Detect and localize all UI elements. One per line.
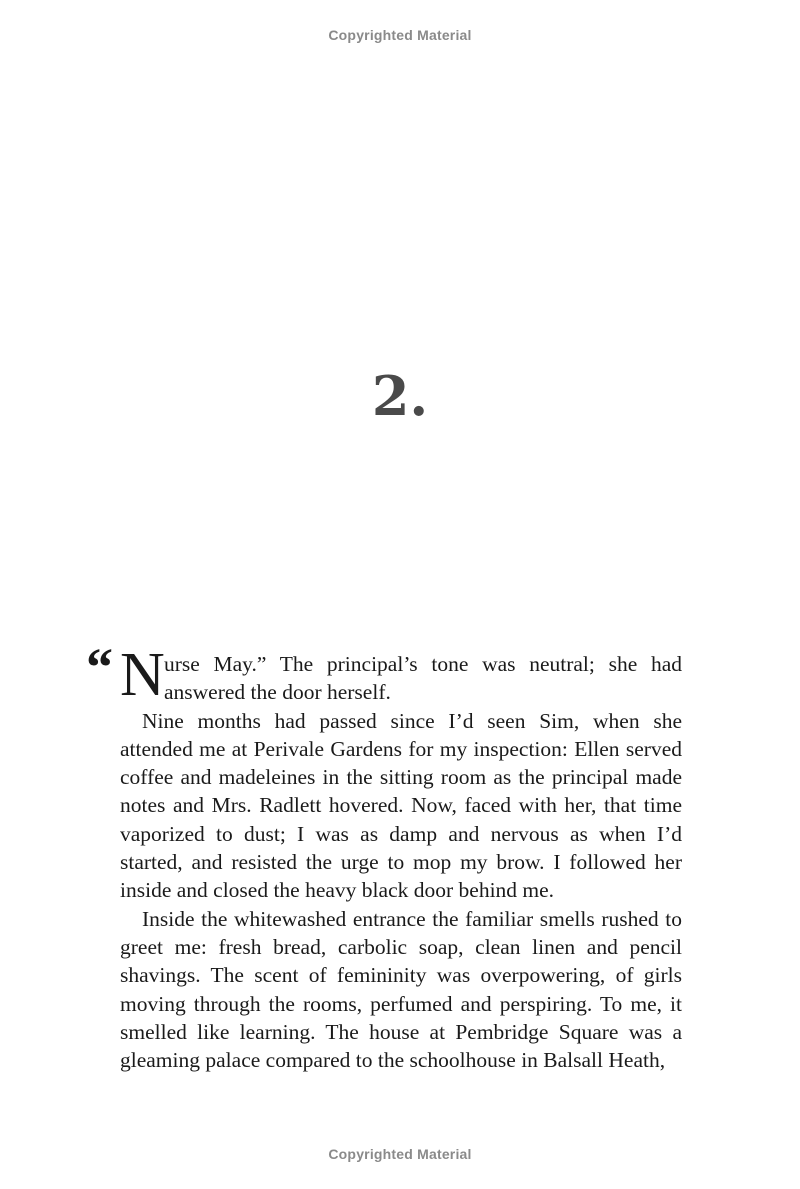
- paragraph-3: Inside the whitewashed entrance the familiar smells rushed to greet me: fresh bread, carbolic soap, clean linen and pencil shavings. The scent of femininity was overpowering, of girls moving through the rooms, perfumed and perspiring. To me, it smelled like learning. The house at Pembridge Square was a gleaming palace compared to the schoolhouse in Balsall Heath,: [120, 906, 682, 1073]
- copyright-watermark-bottom: Copyrighted Material: [328, 1146, 472, 1162]
- paragraph-1-text: urse May.” The principal’s tone was neutral; she had answered the door herself.: [164, 652, 682, 705]
- body-text: [86, 637, 682, 1074]
- drop-cap-letter: N: [120, 641, 165, 709]
- opening-quote-mark: “: [86, 637, 113, 697]
- chapter-number: 2.: [371, 364, 429, 428]
- copyright-watermark-top: Copyrighted Material: [328, 27, 472, 43]
- paragraph-2: Nine months had passed since I’d seen Sim, when she attended me at Perivale Gardens for my inspection: Ellen served coffee and madeleines in the sitting room as the principal made notes and Mrs. Radlett hovered. Now, faced with her, that time vaporized to dust; I was as damp and nervous as when I’d started, and resisted the urge to mop my brow. I followed her inside and closed the heavy black door behind me.: [120, 708, 682, 903]
- drop-cap-group: [86, 637, 165, 709]
- paragraph-1: [86, 637, 682, 709]
